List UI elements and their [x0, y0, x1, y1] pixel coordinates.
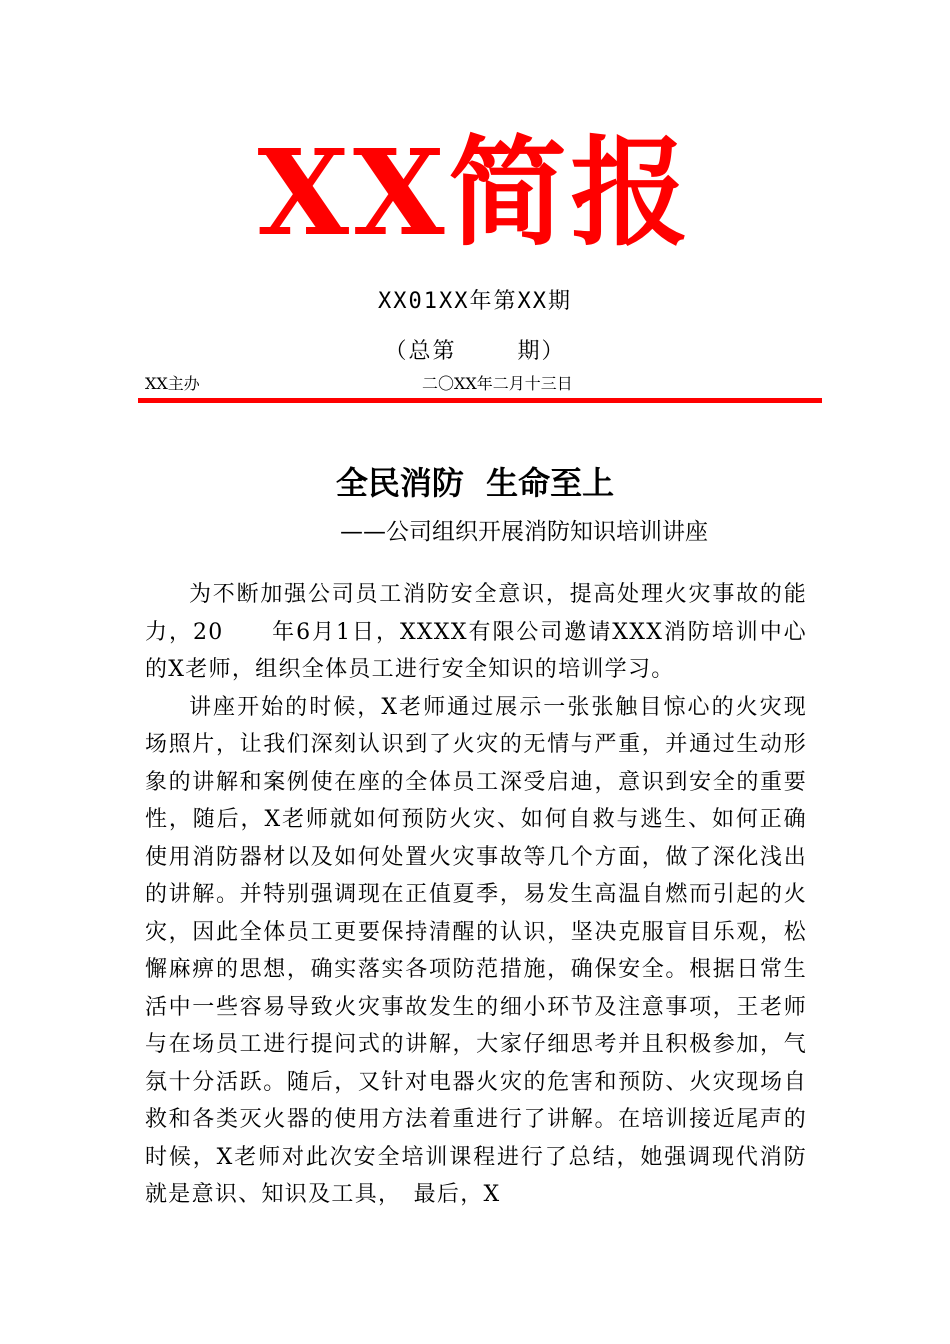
- article-paragraph: 为不断加强公司员工消防安全意识，提高处理火灾事故的能力，20 年6月1日，XXXX有限公司邀请XXX消防培训中心的X老师，组织全体员工进行安全知识的培训学习。: [145, 582, 807, 682]
- bulletin-masthead: XX简报: [257, 123, 693, 262]
- publish-date: 二〇XX年二月十三日: [422, 374, 573, 393]
- article-paragraph: 讲座开始的时候，X老师通过展示一张张触目惊心的火灾现场照片，让我们深刻认识到了火灾的无情与严重，并通过生动形象的讲解和案例使在座的全体员工深受启迪，意识到安全的重要性，随后，X老师就如何预防火灾、如何自救与逃生、如何正确使用消防器材以及如何处置火灾事故等几个方面，做了深化浅出的讲解。并特别强调现在正值夏季，易发生高温自燃而引起的火灾，因此全体员工更要保持清醒的认识，坚决克服盲目乐观，松懈麻痹的思想，确实落实各项防范措施，确保安全。根据日常生活中一些容易导致火灾事故发生的细小环节及注意事项，王老师与在场员工进行提问式的讲解，大家仔细思考并且积极参加，气氛十分活跃。随后，又针对电器火灾的危害和预防、火灾现场自救和各类灭火器的使用方法着重进行了讲解。在培训接近尾声的时候，X老师对此次安全培训课程进行了总结，她强调现代消防就是意识、知识及工具， 最后，X: [145, 694, 807, 1207]
- header-divider: [138, 398, 822, 403]
- article-body: [145, 576, 807, 1214]
- article-subtitle: ——公司组织开展消防知识培训讲座: [340, 519, 708, 545]
- article-title: 全民消防 生命至上: [335, 464, 615, 502]
- issue-number: XX01XX年第XX期: [378, 289, 572, 314]
- organizer-label: XX主办: [145, 374, 200, 393]
- total-issue-number: （总第 期）: [384, 339, 566, 364]
